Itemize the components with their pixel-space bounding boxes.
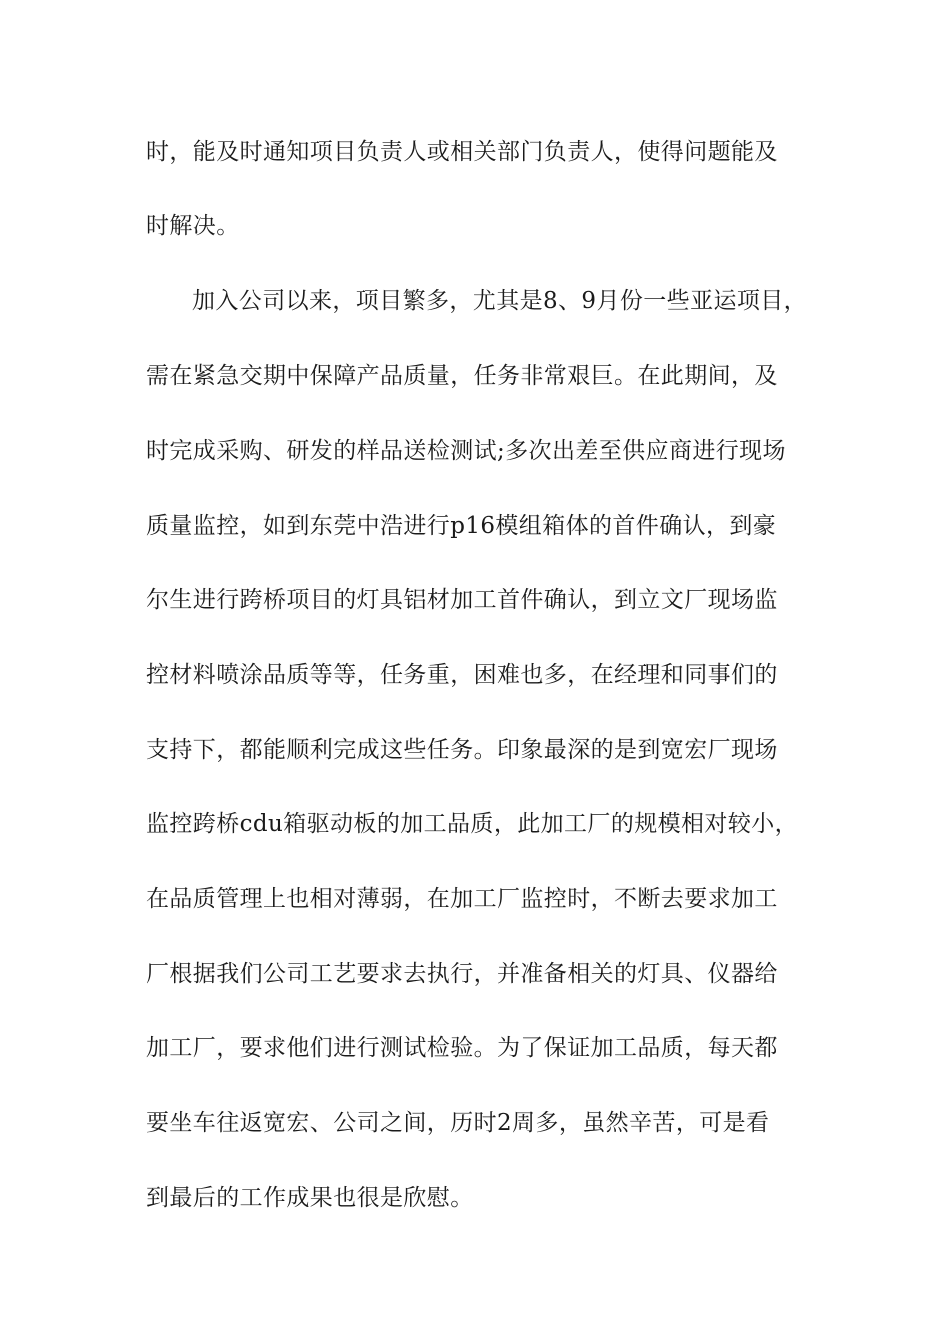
- text-line: 加工厂，要求他们进行测试检验。为了保证加工品质，每天都: [146, 1035, 778, 1061]
- text-line: 到最后的工作成果也很是欣慰。: [146, 1185, 474, 1211]
- text-line: 要坐车往返宽宏、公司之间，历时2周多，虽然辛苦，可是看: [146, 1110, 770, 1136]
- text-line: 时，能及时通知项目负责人或相关部门负责人，使得问题能及: [146, 139, 778, 165]
- text-line: 在品质管理上也相对薄弱，在加工厂监控时，不断去要求加工: [146, 886, 778, 912]
- text-line: 监控跨桥cdu箱驱动板的加工品质，此加工厂的规模相对较小，: [146, 811, 799, 837]
- paragraph-first-line: 加入公司以来，项目繁多，尤其是8、9月份一些亚运项目，: [192, 288, 808, 314]
- text-line: 支持下，都能顺利完成这些任务。印象最深的是到宽宏厂现场: [146, 737, 778, 763]
- text-line: 控材料喷涂品质等等，任务重，困难也多，在经理和同事们的: [146, 662, 778, 688]
- text-line: 尔生进行跨桥项目的灯具铝材加工首件确认，到立文厂现场监: [146, 587, 778, 613]
- text-line: 时解决。: [146, 213, 240, 239]
- text-line: 质量监控，如到东莞中浩进行p16模组箱体的首件确认，到豪: [146, 513, 777, 539]
- text-line: 时完成采购、研发的样品送检测试;多次出差至供应商进行现场: [146, 438, 786, 464]
- text-line: 需在紧急交期中保障产品质量，任务非常艰巨。在此期间，及: [146, 363, 778, 389]
- text-line: 厂根据我们公司工艺要求去执行，并准备相关的灯具、仪器给: [146, 961, 778, 987]
